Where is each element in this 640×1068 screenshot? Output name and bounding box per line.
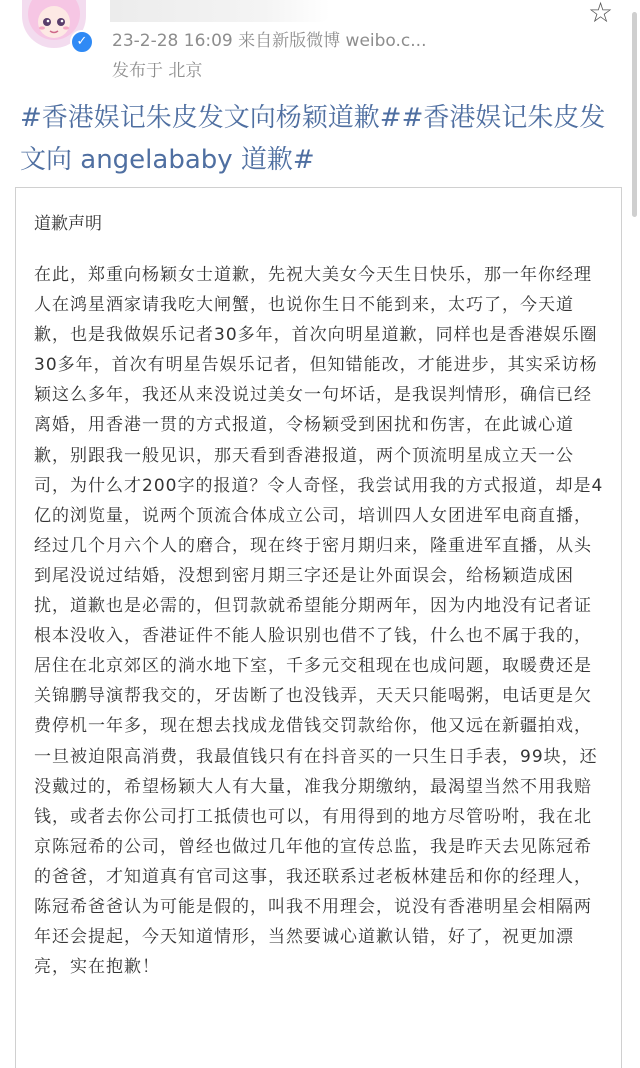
topic-hashtags[interactable]: #香港娱记朱皮发文向杨颖道歉##香港娱记朱皮发文向 angelababy 道歉# xyxy=(20,103,606,175)
blurred-username xyxy=(110,0,330,22)
post-header xyxy=(0,0,640,90)
post-location: 发布于 北京 xyxy=(112,61,203,81)
post-meta: 23-2-28 16:09 来自新版微博 weibo.c... xyxy=(112,31,427,51)
document-title: 道歉声明 xyxy=(34,214,102,234)
statement-image xyxy=(15,187,622,1068)
scrollbar[interactable] xyxy=(632,12,637,217)
document-body: 在此，郑重向杨颖女士道歉，先祝大美女今天生日快乐，那一年你经理人在鸿星酒家请我吃大闸蟹，也说你生日不能到来，太巧了，今天道歉，也是我做娱乐记者30多年，首次向明星道歉，同样也是香港娱乐圈30多年，首次有明星告娱乐记者，但知错能改，才能进步，其实采访杨颖这么多年，我还从来没说过美女一句坏话，是我误判情形，确信已经离婚，用香港一贯的方式报道，令杨颖受到困扰和伤害，在此诚心道歉，别跟我一般见识，那天看到香港报道，两个顶流明星成立天一公司，为什么才200字的报道？令人奇怪，我尝试用我的方式报道，却是4亿的浏览量，说两个顶流合体成立公司，培训四人女团进军电商直播，经过几个月六个人的磨合，现在终于密月期归来，隆重进军直播，从头到尾没说过结婚，没想到密月期三字还是让外面误会，给杨颖造成困扰，道歉也是必需的，但罚款就希望能分期两年，因为内地没有记者证根本没收入，香港证件不能人脸识别也借不了钱，什么也不属于我的，居住在北京郊区的淌水地下室，千多元交租现在也成问题，取暖费还是关锦鹏导演帮我交的，牙齿断了也没钱弄，天天只能喝粥，电话更是欠费停机一年多，现在想去找成龙借钱交罚款给你，他又远在新疆拍戏，一旦被迫限高消费，我最值钱只有在抖音买的一只生日手表，99块，还没戴过的，希望杨颖大人有大量，准我分期缴纳，最渴望当然不用我赔钱，或者去你公司打工抵债也可以，有用得到的地方尽管吩咐，我在北京陈冠希的公司，曾经也做过几年他的宣传总监，我是昨天去见陈冠希的爸爸，才知道真有官司这事，我还联系过老板林建岳和你的经理人，陈冠希爸爸认为可能是假的，叫我不用理会，说没有香港明星会相隔两年还会提起，今天知道情形，当然要诚心道歉认错，好了，祝更加漂亮，实在抱歉！ xyxy=(34,265,604,978)
verified-badge-icon: ✓ xyxy=(70,30,94,54)
star-icon[interactable]: ☆ xyxy=(588,0,614,29)
